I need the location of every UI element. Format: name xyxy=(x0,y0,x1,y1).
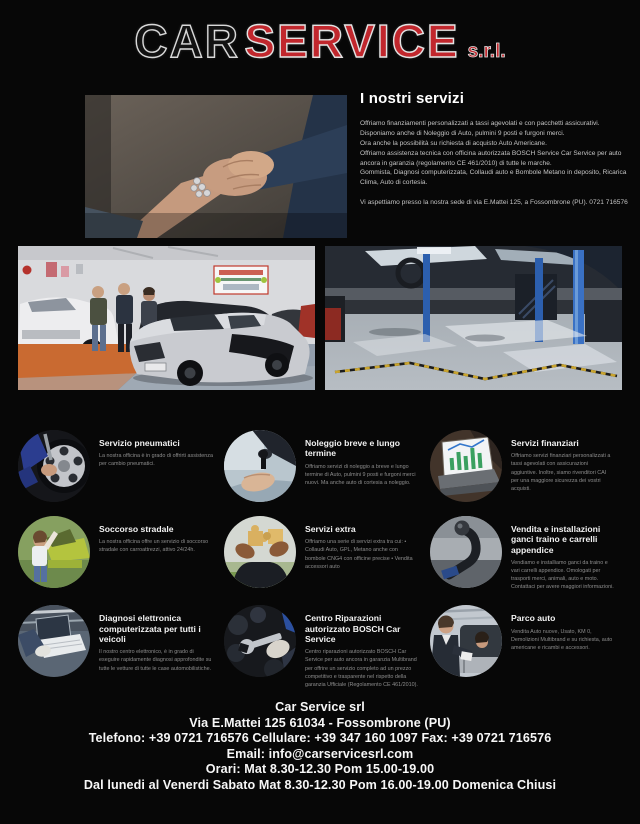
key-handover-icon xyxy=(224,430,296,502)
wall-sign xyxy=(214,266,268,294)
service-description: La nostra officina offre un servizio di soccorso stradale con carroattrezzi, attivo 24/24h. xyxy=(99,539,209,554)
tire-change-icon xyxy=(18,430,90,502)
roadside-assistance-icon xyxy=(18,516,90,588)
service-title: Vendita e installazioni ganci traino e carrelli appendice xyxy=(511,524,601,555)
intro-closing: Vi aspettiamo presso la nostra sede di via E.Mattei 125, a Fossombrone (PU). 0721 716576 xyxy=(360,199,628,207)
footer-address: Via E.Mattei 125 61034 - Fossombrone (PU) xyxy=(189,715,451,730)
service-description: Offriamo servizi finanziari personalizzati a tassi agevolati con assicurazioni aggiuntive. Inoltre, siamo rivenditori CAI per una maggiore sicurezza dei vostri acquisti. xyxy=(511,453,611,492)
service-title: Servizi finanziari xyxy=(511,438,579,448)
intro-paragraph: Gommista, Diagnosi computerizzata, Collaudi auto e Bombole Metano in deposito, Ricarica Clima, Auto di cortesia. xyxy=(360,169,627,187)
service-description: Centro riparazioni autorizzato BOSCH Car Service per auto ancora in garanzia Multibrand per offrire un servizio completo ad un prezzo competitivo e trasparente nel rispetto della garanzia Ufficiale (Regolamento CE 461/2010). xyxy=(305,649,418,688)
dealer-handshake-icon xyxy=(430,605,502,677)
services-grid xyxy=(18,430,624,689)
service-description: Vendiamo e installiamo ganci da traino e vari carrelli appendice. Omologati per trasporti merci, animali, auto e moto. Contattaci per avere maggiori informazioni. xyxy=(511,559,614,591)
logo-word-car: CAR xyxy=(134,15,241,67)
logo-suffix-srl: s.r.l. xyxy=(467,41,506,62)
diagnostics-laptop-icon xyxy=(18,605,90,677)
footer-hours-line1: Orari: Mat 8.30-12.30 Pom 15.00-19.00 xyxy=(205,762,435,777)
service-description: Offriamo una serie di servizi extra tra cui: • Collaudi Auto, GPL, Metano anche con bombole CNG4 con officine precise • Vendita accessori auto xyxy=(305,539,413,570)
service-description: La nostra officina è in grado di offrirti assistenza per cambio pneumatici. xyxy=(99,453,213,468)
service-item-finanziari xyxy=(430,430,624,502)
service-title: Noleggio breve e lungo termine xyxy=(305,438,401,459)
intro-paragraph: Ora anche la possibilità su richiesta di acquisto Auto Americane. xyxy=(360,139,547,147)
service-title: Servizi extra xyxy=(305,524,356,534)
footer-hours-line2: Dal lunedi al Venerdi Sabato Mat 8.30-12.30 Pom 16.00-19.00 Domenica Chiusi xyxy=(83,777,557,792)
service-title: Soccorso stradale xyxy=(99,524,174,534)
service-description: Offriamo servizi di noleggio a breve e lungo termine di Auto, pulmini 9 posti e furgoni merci nuovi. Ma anche auto di cortesia a noleggio. xyxy=(305,463,416,486)
service-description: Il nostro centro elettronico, è in grado di eseguire rapidamente diagnosi approfondite su tutte le vetture di tutte le case automobilistiche. xyxy=(99,649,212,672)
finance-laptop-icon xyxy=(430,430,502,502)
service-item-soccorso xyxy=(18,516,224,591)
intro-paragraph: Offriamo assistenza tecnica con officina autorizzata BOSCH Service Car Service per auto ancora in garanzia (regolamento CE 461/2010) di tutte le marche. xyxy=(360,149,622,167)
contact-footer xyxy=(0,700,640,794)
service-title: Servizio pneumatici xyxy=(99,438,180,448)
logo-word-service: SERVICE xyxy=(244,15,460,67)
workshop-photo xyxy=(325,246,622,390)
service-title: Parco auto xyxy=(511,613,556,624)
intro-heading: I nostri servizi xyxy=(360,90,465,107)
footer-company-name: Car Service srl xyxy=(275,700,365,714)
wrench-engine-icon xyxy=(224,605,296,677)
footer-phones: Telefono: +39 0721 716576 Cellulare: +39 347 160 1097 Fax: +39 0721 716576 xyxy=(88,731,552,746)
company-logo xyxy=(0,14,640,68)
puzzle-icon xyxy=(224,516,296,588)
intro-section xyxy=(360,90,628,208)
showroom-photo xyxy=(18,246,315,390)
service-title: Diagnosi elettronica computerizzata per tutti i veicoli xyxy=(99,613,201,644)
service-item-diagnosi xyxy=(18,605,224,688)
tow-hitch-icon xyxy=(430,516,502,588)
service-description: Vendita Auto nuove, Usato, KM 0, Demolizioni Multibrand e su richiesta, auto americane e ricambi e accessori. xyxy=(511,628,613,651)
silver-car xyxy=(130,313,313,386)
intro-paragraph: Disponiamo anche di Noleggio di Auto, pulmini 9 posti e furgoni merci. xyxy=(360,129,565,137)
service-item-ganci-traino xyxy=(430,516,624,591)
service-item-extra xyxy=(224,516,430,591)
service-item-bosch xyxy=(224,605,430,688)
intro-paragraph: Offriamo finanziamenti personalizzati a tassi agevolati e con pacchetti assicurativi. xyxy=(360,120,600,127)
footer-email[interactable]: Email: info@carservicesrl.com xyxy=(226,746,414,761)
service-item-pneumatici xyxy=(18,430,224,502)
service-item-noleggio xyxy=(224,430,430,502)
service-item-parco-auto xyxy=(430,605,624,688)
service-title: Centro Riparazioni autorizzato BOSCH Car Service xyxy=(305,613,401,644)
handshake-photo xyxy=(85,95,347,238)
